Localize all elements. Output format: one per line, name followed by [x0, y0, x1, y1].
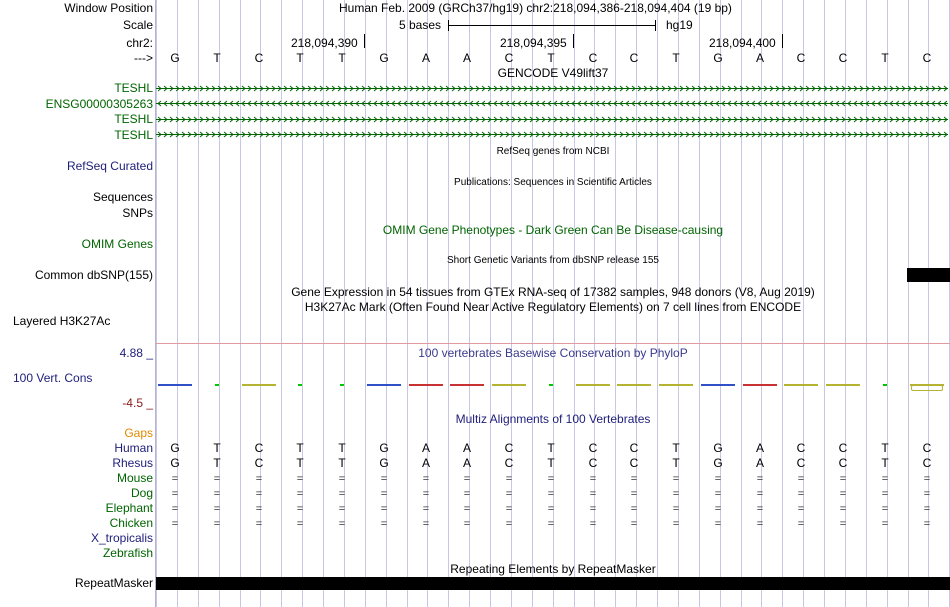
- rhesus-base: G: [170, 456, 180, 470]
- elephant-gap-symbol: =: [255, 503, 263, 515]
- scale-bar: [448, 18, 656, 32]
- chicken-gap-symbol: =: [714, 518, 722, 530]
- rhesus-base: C: [796, 456, 806, 470]
- gencode-row-label[interactable]: TESHL: [114, 128, 153, 142]
- phylop-value[interactable]: [492, 384, 526, 386]
- human-base: C: [838, 441, 848, 455]
- elephant-gap-symbol: =: [213, 503, 221, 515]
- phylop-value[interactable]: [298, 384, 302, 386]
- human-base: C: [588, 441, 598, 455]
- chicken-gap-symbol: =: [630, 518, 638, 530]
- rhesus-base: T: [672, 456, 680, 470]
- mouse-gap-symbol: =: [714, 473, 722, 485]
- human-base: T: [213, 441, 221, 455]
- rhesus-base: T: [296, 456, 304, 470]
- human-base: C: [796, 441, 806, 455]
- elephant-gap-symbol: =: [923, 503, 931, 515]
- mouse-gap-symbol: =: [547, 473, 555, 485]
- phylop-value[interactable]: [826, 384, 860, 386]
- snps-label[interactable]: SNPs: [122, 206, 153, 220]
- h3k27ac-title[interactable]: H3K27Ac Mark (Often Found Near Active Regulatory Elements) on 7 cell lines from ENCODE: [304, 300, 802, 314]
- sequence-base: C: [588, 51, 598, 65]
- dbsnp-label[interactable]: Common dbSNP(155): [34, 268, 153, 282]
- gencode-row-label[interactable]: TESHL: [114, 81, 153, 95]
- elephant-gap-symbol: =: [422, 503, 430, 515]
- species-xtropicalis-label[interactable]: X_tropicalis: [90, 531, 153, 545]
- dog-gap-symbol: =: [296, 488, 304, 500]
- gaps-label[interactable]: Gaps: [124, 426, 153, 440]
- elephant-gap-symbol: =: [505, 503, 513, 515]
- phylop-value[interactable]: [911, 385, 943, 391]
- phylop-value[interactable]: [576, 384, 610, 386]
- mouse-gap-symbol: =: [923, 473, 931, 485]
- mouse-gap-symbol: =: [797, 473, 805, 485]
- multiz-title[interactable]: Multiz Alignments of 100 Vertebrates: [455, 412, 651, 426]
- mouse-gap-symbol: =: [839, 473, 847, 485]
- rhesus-base: T: [547, 456, 555, 470]
- tick-label: 218,094,395: [500, 36, 567, 50]
- tick-label: 218,094,390: [291, 36, 358, 50]
- dog-gap-symbol: =: [338, 488, 346, 500]
- species-chicken-label[interactable]: Chicken: [109, 516, 153, 530]
- phylop-value[interactable]: [409, 384, 443, 386]
- sequence-base: C: [796, 51, 806, 65]
- mouse-gap-symbol: =: [171, 473, 179, 485]
- sequence-base: G: [713, 51, 723, 65]
- species-mouse-label[interactable]: Mouse: [116, 471, 153, 485]
- chicken-gap-symbol: =: [672, 518, 680, 530]
- mouse-gap-symbol: =: [463, 473, 471, 485]
- dog-gap-symbol: =: [630, 488, 638, 500]
- phylop-value[interactable]: [659, 384, 693, 386]
- gencode-feature[interactable]: [156, 116, 948, 123]
- omim-title[interactable]: OMIM Gene Phenotypes - Dark Green Can Be Disease-causing: [382, 223, 724, 237]
- chicken-gap-symbol: =: [380, 518, 388, 530]
- gencode-title[interactable]: GENCODE V49lift37: [497, 66, 609, 80]
- mouse-gap-symbol: =: [296, 473, 304, 485]
- human-base: T: [296, 441, 304, 455]
- chicken-gap-symbol: =: [213, 518, 221, 530]
- rhesus-base: C: [922, 456, 932, 470]
- sequence-base: A: [755, 51, 764, 65]
- rhesus-base: G: [713, 456, 723, 470]
- dog-gap-symbol: =: [422, 488, 430, 500]
- species-rhesus-label[interactable]: Rhesus: [112, 456, 153, 470]
- chicken-gap-symbol: =: [422, 518, 430, 530]
- dog-gap-symbol: =: [881, 488, 889, 500]
- tick-mark: [364, 34, 365, 48]
- mouse-gap-symbol: =: [213, 473, 221, 485]
- window-position-label: Window Position: [64, 1, 153, 15]
- scale-db: hg19: [666, 18, 693, 32]
- rhesus-base: C: [504, 456, 514, 470]
- phylop-value[interactable]: [367, 384, 401, 386]
- dog-gap-symbol: =: [380, 488, 388, 500]
- rhesus-base: A: [462, 456, 471, 470]
- human-base: A: [421, 441, 430, 455]
- elephant-gap-symbol: =: [171, 503, 179, 515]
- chicken-gap-symbol: =: [296, 518, 304, 530]
- human-base: T: [338, 441, 346, 455]
- elephant-gap-symbol: =: [338, 503, 346, 515]
- gencode-feature[interactable]: [156, 85, 948, 92]
- dog-gap-symbol: =: [213, 488, 221, 500]
- dog-gap-symbol: =: [505, 488, 513, 500]
- elephant-gap-symbol: =: [756, 503, 764, 515]
- dog-gap-symbol: =: [839, 488, 847, 500]
- rhesus-base: G: [379, 456, 389, 470]
- h3k27ac-baseline: [156, 343, 950, 344]
- human-base: G: [379, 441, 389, 455]
- gencode-feature[interactable]: [156, 100, 948, 107]
- publications-title[interactable]: Publications: Sequences in Scientific Articles: [454, 177, 652, 188]
- human-base: A: [462, 441, 471, 455]
- human-base: C: [254, 441, 264, 455]
- mouse-gap-symbol: =: [338, 473, 346, 485]
- species-human-label[interactable]: Human: [114, 441, 153, 455]
- elephant-gap-symbol: =: [463, 503, 471, 515]
- repeatmasker-label[interactable]: RepeatMasker: [74, 576, 153, 590]
- chicken-gap-symbol: =: [505, 518, 513, 530]
- dog-gap-symbol: =: [756, 488, 764, 500]
- tick-label: 218,094,400: [709, 36, 776, 50]
- repeatmasker-title[interactable]: Repeating Elements by RepeatMasker: [450, 562, 656, 576]
- tick-mark: [782, 34, 783, 48]
- sequence-base: G: [379, 51, 389, 65]
- dog-gap-symbol: =: [714, 488, 722, 500]
- phylop-value[interactable]: [215, 384, 219, 386]
- rhesus-base: T: [338, 456, 346, 470]
- chicken-gap-symbol: =: [463, 518, 471, 530]
- sequence-base: T: [881, 51, 889, 65]
- mouse-gap-symbol: =: [255, 473, 263, 485]
- mouse-gap-symbol: =: [589, 473, 597, 485]
- rhesus-base: A: [421, 456, 430, 470]
- chicken-gap-symbol: =: [797, 518, 805, 530]
- dog-gap-symbol: =: [547, 488, 555, 500]
- repeatmasker-feature[interactable]: [156, 577, 950, 590]
- dog-gap-symbol: =: [463, 488, 471, 500]
- dbsnp-title[interactable]: Short Genetic Variants from dbSNP release 155: [447, 255, 659, 266]
- rhesus-base: A: [755, 456, 764, 470]
- sequence-base: T: [547, 51, 555, 65]
- strand-label: --->: [134, 51, 153, 65]
- elephant-gap-symbol: =: [797, 503, 805, 515]
- dog-gap-symbol: =: [923, 488, 931, 500]
- sequence-base: T: [296, 51, 304, 65]
- elephant-gap-symbol: =: [380, 503, 388, 515]
- phylop-value[interactable]: [784, 384, 818, 386]
- chicken-gap-symbol: =: [756, 518, 764, 530]
- elephant-gap-symbol: =: [714, 503, 722, 515]
- elephant-gap-symbol: =: [589, 503, 597, 515]
- sequence-base: C: [922, 51, 932, 65]
- rhesus-base: C: [254, 456, 264, 470]
- dog-gap-symbol: =: [255, 488, 263, 500]
- human-base: C: [504, 441, 514, 455]
- phylop-label[interactable]: 100 Vert. Cons: [13, 371, 93, 385]
- chicken-gap-symbol: =: [547, 518, 555, 530]
- chicken-gap-symbol: =: [338, 518, 346, 530]
- species-dog-label[interactable]: Dog: [130, 486, 153, 500]
- elephant-gap-symbol: =: [296, 503, 304, 515]
- elephant-gap-symbol: =: [630, 503, 638, 515]
- sequence-base: T: [672, 51, 680, 65]
- mouse-gap-symbol: =: [756, 473, 764, 485]
- elephant-gap-symbol: =: [672, 503, 680, 515]
- sequence-base: C: [254, 51, 264, 65]
- phylop-title[interactable]: 100 vertebrates Basewise Conservation by PhyloP: [418, 346, 688, 360]
- dog-gap-symbol: =: [171, 488, 179, 500]
- species-elephant-label[interactable]: Elephant: [105, 501, 153, 515]
- human-base: T: [881, 441, 889, 455]
- sequence-base: A: [462, 51, 471, 65]
- rhesus-base: T: [881, 456, 889, 470]
- phylop-value[interactable]: [743, 384, 777, 386]
- dog-gap-symbol: =: [672, 488, 680, 500]
- elephant-gap-symbol: =: [547, 503, 555, 515]
- phylop-value[interactable]: [701, 384, 735, 386]
- phylop-value[interactable]: [242, 384, 276, 386]
- human-base: T: [672, 441, 680, 455]
- gencode-row-label[interactable]: ENSG00000305263: [45, 97, 153, 111]
- scale-value: 5 bases: [399, 18, 442, 32]
- scale-label: Scale: [122, 18, 153, 32]
- chicken-gap-symbol: =: [923, 518, 931, 530]
- phylop-min-label: -4.5 _: [122, 396, 153, 410]
- h3k27ac-label[interactable]: Layered H3K27Ac: [13, 314, 111, 328]
- omim-label[interactable]: OMIM Genes: [81, 237, 153, 251]
- human-base: C: [629, 441, 639, 455]
- chr-label: chr2:: [126, 36, 153, 50]
- mouse-gap-symbol: =: [505, 473, 513, 485]
- rhesus-base: C: [629, 456, 639, 470]
- human-base: G: [170, 441, 180, 455]
- mouse-gap-symbol: =: [380, 473, 388, 485]
- sequence-base: C: [629, 51, 639, 65]
- rhesus-base: C: [838, 456, 848, 470]
- phylop-value[interactable]: [549, 384, 553, 386]
- refseq-title[interactable]: RefSeq genes from NCBI: [496, 146, 610, 157]
- chicken-gap-symbol: =: [839, 518, 847, 530]
- tick-mark: [573, 34, 574, 48]
- phylop-value[interactable]: [883, 384, 887, 386]
- human-base: G: [713, 441, 723, 455]
- phylop-value[interactable]: [340, 384, 344, 386]
- mouse-gap-symbol: =: [672, 473, 680, 485]
- mouse-gap-symbol: =: [630, 473, 638, 485]
- sequence-base: T: [213, 51, 221, 65]
- elephant-gap-symbol: =: [839, 503, 847, 515]
- sequence-base: C: [838, 51, 848, 65]
- gencode-row-label[interactable]: TESHL: [114, 112, 153, 126]
- chicken-gap-symbol: =: [255, 518, 263, 530]
- human-base: A: [755, 441, 764, 455]
- sequence-base: G: [170, 51, 180, 65]
- species-zebrafish-label[interactable]: Zebrafish: [102, 546, 153, 560]
- dbsnp-feature[interactable]: [907, 268, 950, 282]
- phylop-max-label: 4.88 _: [119, 346, 153, 360]
- mouse-gap-symbol: =: [881, 473, 889, 485]
- human-base: C: [922, 441, 932, 455]
- rhesus-base: T: [213, 456, 221, 470]
- sequence-base: A: [421, 51, 430, 65]
- phylop-value[interactable]: [450, 384, 484, 386]
- chicken-gap-symbol: =: [171, 518, 179, 530]
- human-base: T: [547, 441, 555, 455]
- dog-gap-symbol: =: [797, 488, 805, 500]
- chicken-gap-symbol: =: [589, 518, 597, 530]
- gtex-title[interactable]: Gene Expression in 54 tissues from GTEx RNA-seq of 17382 samples, 948 donors (V8, Aug 2019): [291, 285, 815, 299]
- gencode-feature[interactable]: [156, 131, 948, 138]
- chicken-gap-symbol: =: [881, 518, 889, 530]
- refseq-label[interactable]: RefSeq Curated: [66, 159, 153, 173]
- elephant-gap-symbol: =: [881, 503, 889, 515]
- rhesus-base: C: [588, 456, 598, 470]
- mouse-gap-symbol: =: [422, 473, 430, 485]
- phylop-value[interactable]: [158, 384, 192, 386]
- sequence-base: C: [504, 51, 514, 65]
- window-position-value[interactable]: Human Feb. 2009 (GRCh37/hg19) chr2:218,094,386-218,094,404 (19 bp): [339, 1, 732, 15]
- phylop-value[interactable]: [617, 384, 651, 386]
- sequences-label[interactable]: Sequences: [92, 190, 153, 204]
- dog-gap-symbol: =: [589, 488, 597, 500]
- sequence-base: T: [338, 51, 346, 65]
